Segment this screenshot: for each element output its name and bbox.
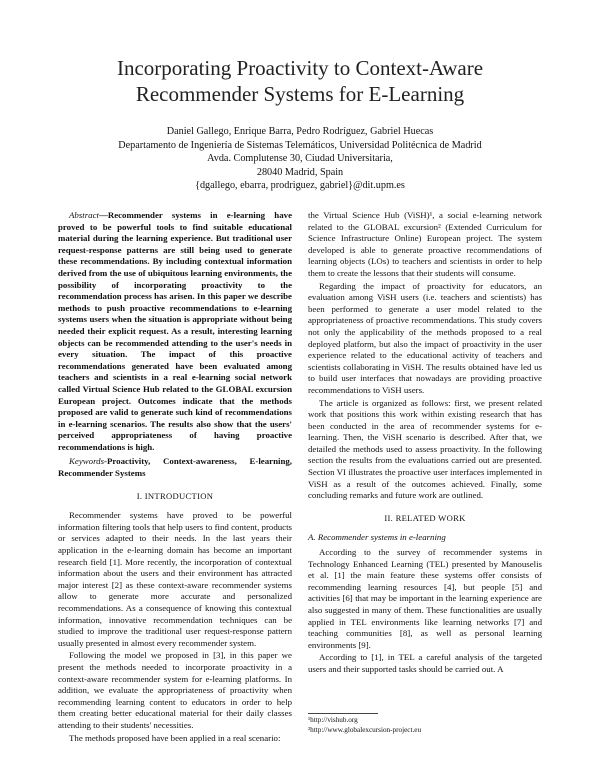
right-paragraph-3: The article is organized as follows: first, we present related work that positions this work within existing research that has been conducted in the area of recommender systems for e-learning. Then, the ViSH scenario is described. After that, we detailed the methods used to assess proactivity. In the following section the results from the evaluations carried out are presented. Section VI illustrates the proactive user interfaces implemented in ViSH as a result of the outcomes achieved. Finally, some concluding remarks and future work are outlined. — [308, 397, 542, 501]
title-line-2: Recommender Systems for E-Learning — [135, 82, 465, 106]
right-paragraph-4: According to the survey of recommender systems in Technology Enhanced Learning (TEL) presented by Manouselis et al. [1] the main feature these systems offer consists of recommending learning resources [4], but people [5] and activities [6] that may be important in the learning experience are also suggested in many of them. These functionalities are usually applied in TEL environments like learning networks [7] and teaching communities [8], as well as personal learning environments [9]. — [308, 547, 542, 650]
keywords-label: Keywords — [69, 456, 105, 467]
section-heading-introduction: I. INTRODUCTION — [136, 490, 214, 501]
author-emails: {dgallego, ebarra, prodriguez, gabriel}@dit.upm.es — [195, 180, 405, 192]
right-column — [308, 210, 542, 677]
footnote-1: ¹http://vishub.org — [308, 716, 358, 724]
right-paragraph-1: the Virtual Science Hub (ViSH)¹, a social e-learning network related to the GLOBAL excursion² (Extended Curriculum for Science Infrastructure Online) European project. The system developed is able to generate proactive recommendations of learning objects (LOs) to teachers and scientists in order to help them to create the lessons that their students will consume. — [308, 210, 542, 278]
footnote-rule — [308, 713, 378, 714]
left-column — [58, 210, 292, 745]
author-names: Daniel Gallego, Enrique Barra, Pedro Rodríguez, Gabriel Huecas — [166, 126, 434, 137]
affiliation-line-3: 28040 Madrid, Spain — [256, 166, 344, 178]
section-heading-related-work: II. RELATED WORK — [384, 512, 466, 523]
right-paragraph-2: Regarding the impact of proactivity for educators, an evaluation among ViSH users (i.e. teachers and scientists) has been performed to generate a user model related to the appropriateness of proactive recommendations. This study covers not only the applicability of the methods proposed to a real deployed platform, but also the impact of proactivity in the user experience related to the educational activity of teachers and scientists collaborating in ViSH. The results obtained have led us to build user interfaces that nowadays are providing proactive recommendations to ViSH users. — [308, 280, 542, 395]
right-paragraph-5: According to [1], in TEL a careful analysis of the targeted users and their supported tasks should be carried out. A — [308, 652, 542, 674]
abstract-label: Abstract — [69, 210, 99, 220]
affiliation-line-2: Avda. Complutense 30, Ciudad Universitaria, — [207, 153, 393, 165]
title-line-1: Incorporating Proactivity to Context-Aware — [116, 56, 484, 80]
abstract-text: —Recommender systems in e-learning have proved to be powerful tools to find suitable educational material during the learning experience. But traditional user request-response patterns are still being used to generate these recommendations. By including contextual information derived from the use of ubiquitous learning environments, the possibility of incorporating proactivity to the recommendation process has arisen. In this paper we describe methods to push proactive recommendations to e-learning systems users when the situation is appropriate without being needed their explicit request. As a result, interesting learning objects can be recommended attending to the user's needs in every situation. The impact of this proactive recommendations generated have been evaluated among teachers and scientists in a real e-learning social network called Virtual Science Hub related to the GLOBAL excursion European project. Outcomes indicate that the methods proposed are valid to generate such kind of recommendations in e-learning scenarios. The results also show that the users' perceived appropriateness of having proactive recommendations is high. — [58, 210, 292, 452]
affiliation-line-1: Departamento de Ingeniería de Sistemas Telemáticos, Universidad Politécnica de Madrid — [118, 139, 482, 151]
intro-paragraph-3: The methods proposed have been applied in a real scenario: — [69, 732, 281, 743]
author-block — [60, 125, 540, 193]
intro-paragraph-1: Recommender systems have proved to be powerful information filtering tools that help users to find content, products or services adapted to their needs. In the last years their application in the e-learning domain has become an important research field [1]. More recently, the incorporation of contextual information about the users and their environment has attracted major interest [2] as these context-aware recommender systems allow to generate more accurate and personalized recommendations. As a consequence of knowing this contextual information, innovative recommendation techniques can be studied to improve the traditional user request-response pattern usually presented in almost every recommender system. — [58, 510, 292, 648]
intro-paragraph-2: Following the model we proposed in [3], in this paper we present the methods needed to incorporate proactivity in a context-aware recommender system for e-learning platforms. In addition, we evaluate the appropriateness of proactivity when recommending learning content to educators in order to help them creating better educational material for their daily classes attending to their students' necessities. — [58, 650, 292, 730]
abstract — [58, 210, 292, 453]
footnotes — [308, 713, 542, 735]
keywords — [58, 456, 292, 479]
keywords-text: -Proactivity, Context-awareness, E-learning, Recommender Systems — [58, 456, 292, 479]
subsection-heading: A. Recommender systems in e-learning — [308, 532, 446, 543]
paper-title — [40, 55, 560, 107]
footnote-2: ²http://www.globalexcursion-project.eu — [308, 725, 422, 734]
